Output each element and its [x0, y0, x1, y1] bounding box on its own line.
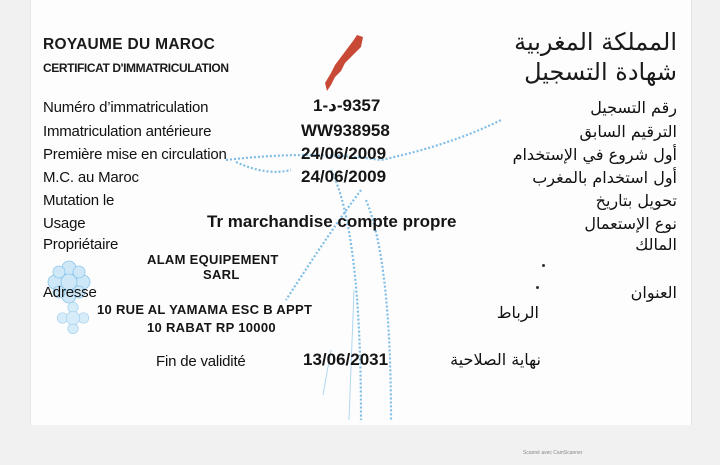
previous-registration-label: Immatriculation antérieure — [43, 123, 212, 140]
morocco-circulation-label: M.C. au Maroc — [43, 169, 139, 186]
mutation-label: Mutation le — [43, 192, 115, 209]
first-circulation-value: 24/06/2009 — [301, 144, 387, 163]
scanner-stamp: Scanné avec CamScanner — [523, 450, 583, 456]
security-seal-icon — [55, 300, 91, 336]
address-line1: 10 RUE AL YAMAMA ESC B APPT — [97, 302, 313, 317]
address-label: Adresse — [43, 284, 97, 301]
certificate-title-ar: شهادة التسجيل — [524, 58, 677, 86]
registration-card — [30, 0, 692, 425]
owner-name-line2: SARL — [203, 267, 240, 282]
morocco-circulation-label-ar: أول استخدام بالمغرب — [532, 168, 677, 187]
usage-label: Usage — [43, 215, 86, 232]
address-city-ar: الرباط — [496, 303, 539, 322]
validity-label: Fin de validité — [156, 353, 246, 370]
validity-label-ar: نهاية الصلاحية — [450, 350, 541, 369]
mutation-label-ar: تحويل بتاريخ — [595, 191, 677, 210]
country-title-ar: المملكة المغربية — [514, 28, 677, 56]
owner-name-line1: ALAM EQUIPEMENT — [147, 252, 279, 267]
morocco-circulation-value: 24/06/2009 — [301, 167, 387, 186]
first-circulation-label: Première mise en circulation — [43, 146, 227, 163]
usage-value: Tr marchandise compte propre — [207, 212, 457, 231]
previous-registration-label-ar: الترقيم السابق — [579, 122, 677, 141]
previous-registration-value: WW938958 — [301, 121, 390, 140]
address-line2: 10 RABAT RP 10000 — [147, 320, 276, 335]
morocco-map-icon — [325, 33, 365, 93]
validity-value: 13/06/2031 — [303, 350, 389, 369]
certificate-title-fr: CERTIFICAT D'IMMATRICULATION — [43, 61, 229, 75]
first-circulation-label-ar: أول شروع في الإستخدام — [512, 145, 677, 164]
registration-number-value: 9357-د-1 — [313, 96, 381, 115]
registration-number-label: Numéro d’immatriculation — [43, 99, 209, 116]
usage-label-ar: نوع الإستعمال — [584, 214, 677, 233]
registration-number-label-ar: رقم التسجيل — [590, 98, 677, 117]
owner-label: Propriétaire — [43, 236, 119, 253]
address-label-ar: العنوان — [630, 283, 677, 302]
country-title-fr: ROYAUME DU MAROC — [43, 36, 216, 53]
dot-mark — [536, 286, 539, 289]
dot-mark — [542, 264, 545, 267]
owner-label-ar: المالك — [635, 235, 677, 254]
